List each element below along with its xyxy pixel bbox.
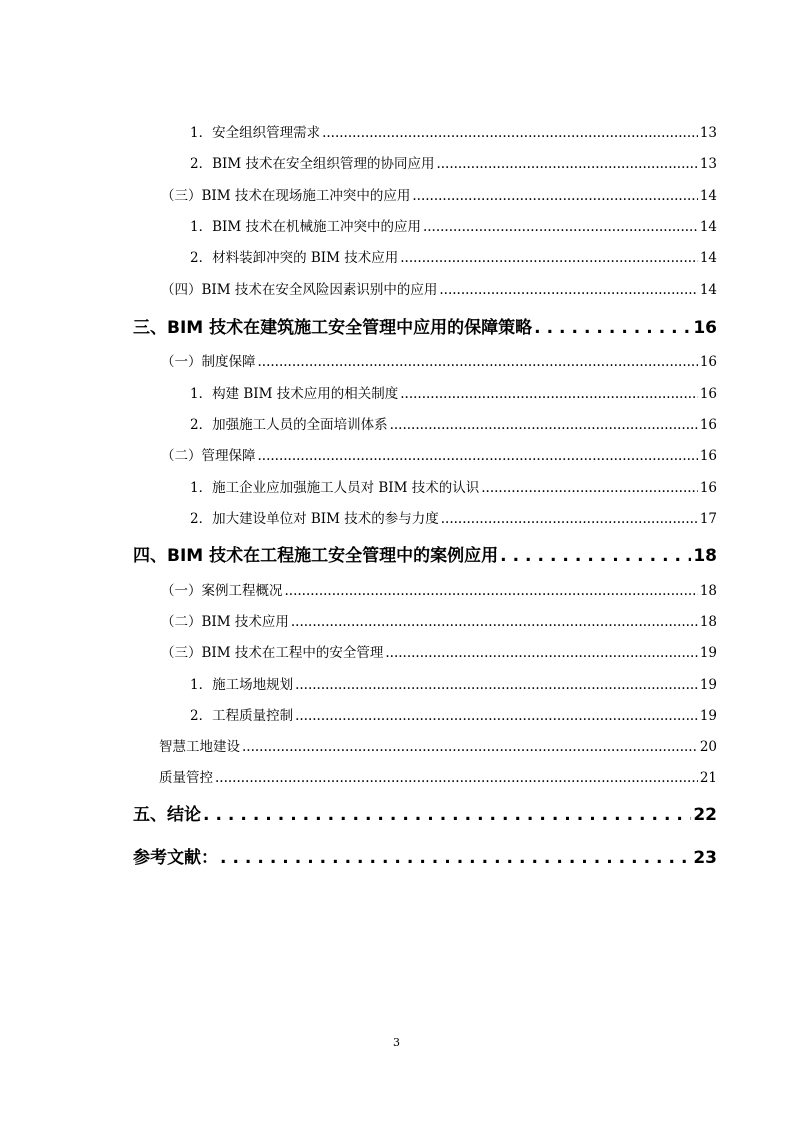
toc-entry-page: 14 [699,219,717,235]
toc-entry-title: 四、BIM 技术在工程施工安全管理中的案例应用 [133,546,499,566]
toc-entry[interactable] [159,735,717,755]
toc-entry-title: 五、结论 [133,805,201,825]
toc-entry-page: 16 [699,448,717,464]
toc-entry-title: 2．材料装卸冲突的 BIM 技术应用 [190,250,399,266]
toc-entry-title: （四）BIM 技术在安全风险因素识别中的应用 [161,282,438,298]
toc-leader [258,354,698,370]
toc-entry-page: 19 [699,677,717,693]
toc-leader [258,448,698,464]
toc-entry[interactable] [190,121,717,141]
toc-entry[interactable] [161,444,717,464]
toc-leader [436,156,697,172]
toc-leader [500,546,691,566]
toc-entry[interactable] [161,184,717,204]
toc-entry-title: 质量管控 [159,770,213,786]
toc-entry-page: 19 [699,708,717,724]
toc-entry-page: 13 [699,156,717,172]
toc-leader [291,614,698,630]
toc-entry-title: 1．施工场地规划 [190,677,294,693]
toc-leader [295,677,698,693]
toc-entry-page: 14 [699,282,717,298]
toc-entry[interactable] [190,476,717,496]
toc-leader [400,386,698,402]
toc-entry-page: 18 [693,546,717,566]
toc-entry-page: 16 [699,480,717,496]
toc-entry-page: 18 [699,583,717,599]
toc-entry-title: 三、BIM 技术在建筑施工安全管理中应用的保障策略 [133,318,533,338]
toc-entry-page: 16 [693,318,717,338]
toc-entry-page: 23 [693,848,717,868]
toc-entry[interactable] [159,766,717,786]
toc-leader [441,511,698,527]
toc-leader [385,645,697,661]
toc-entry-title: （三）BIM 技术在工程中的安全管理 [161,645,384,661]
toc-leader [215,770,698,786]
toc-entry-page: 18 [699,614,717,630]
toc-entry[interactable] [190,152,717,172]
toc-leader [534,318,691,338]
toc-entry-title: 2．加强施工人员的全面培训体系 [190,417,388,433]
toc-entry-page: 16 [699,386,717,402]
toc-entry[interactable] [190,704,717,724]
toc-entry[interactable] [190,507,717,527]
toc-entry-page: 16 [699,417,717,433]
toc-entry[interactable] [161,350,717,370]
toc-entry-title: （一）制度保障 [161,354,256,370]
toc-entry[interactable] [190,673,717,693]
toc-entry-title: 2．工程质量控制 [190,708,294,724]
toc-leader [242,739,698,755]
toc-entry-title: 2．加大建设单位对 BIM 技术的参与力度 [190,511,439,527]
toc-entry-page: 19 [699,645,717,661]
toc-leader [481,480,698,496]
toc-leader [400,250,698,266]
toc-entry-title: 参考文献： [133,848,218,868]
toc-leader [285,583,698,599]
toc-entry[interactable] [190,215,717,235]
page-number: 3 [393,1036,400,1049]
toc-entry[interactable] [161,278,717,298]
toc-entry[interactable] [190,413,717,433]
toc-entry-page: 14 [699,188,717,204]
toc-entry-title: 2．BIM 技术在安全组织管理的协同应用 [190,156,435,172]
toc-entry-page: 13 [699,125,717,141]
toc-entry[interactable] [190,246,717,266]
toc-entry-page: 21 [699,770,717,786]
toc-entry-title: （一）案例工程概况 [161,583,283,599]
toc-entry[interactable] [161,579,717,599]
toc-chapter-entry[interactable] [133,313,717,338]
toc-entry-page: 17 [699,511,717,527]
toc-leader [412,188,697,204]
toc-entry-title: 1．施工企业应加强施工人员对 BIM 技术的认识 [190,480,480,496]
toc-entry-page: 22 [693,805,717,825]
toc-entry-title: （二）管理保障 [161,448,256,464]
toc-leader [423,219,698,235]
toc-entry[interactable] [190,382,717,402]
toc-leader [322,125,698,141]
toc-entry-title: （三）BIM 技术在现场施工冲突中的应用 [161,188,411,204]
toc-entry-title: 1．安全组织管理需求 [190,125,321,141]
toc-entry[interactable] [161,641,717,661]
toc-leader [220,848,691,868]
toc-entry-page: 20 [699,739,717,755]
toc-entry-title: （二）BIM 技术应用 [161,614,289,630]
toc-leader [390,417,698,433]
toc-entry-page: 16 [699,354,717,370]
toc-entry-title: 1．构建 BIM 技术应用的相关制度 [190,386,399,402]
toc-entry-title: 智慧工地建设 [159,739,240,755]
toc-leader [439,282,697,298]
toc-leader [203,805,691,825]
toc-entry-page: 14 [699,250,717,266]
toc-leader [295,708,698,724]
toc-entry[interactable] [161,610,717,630]
toc-entry-title: 1．BIM 技术在机械施工冲突中的应用 [190,219,421,235]
toc-chapter-entry[interactable] [133,843,717,868]
toc-chapter-entry[interactable] [133,800,717,825]
toc-chapter-entry[interactable] [133,541,717,566]
